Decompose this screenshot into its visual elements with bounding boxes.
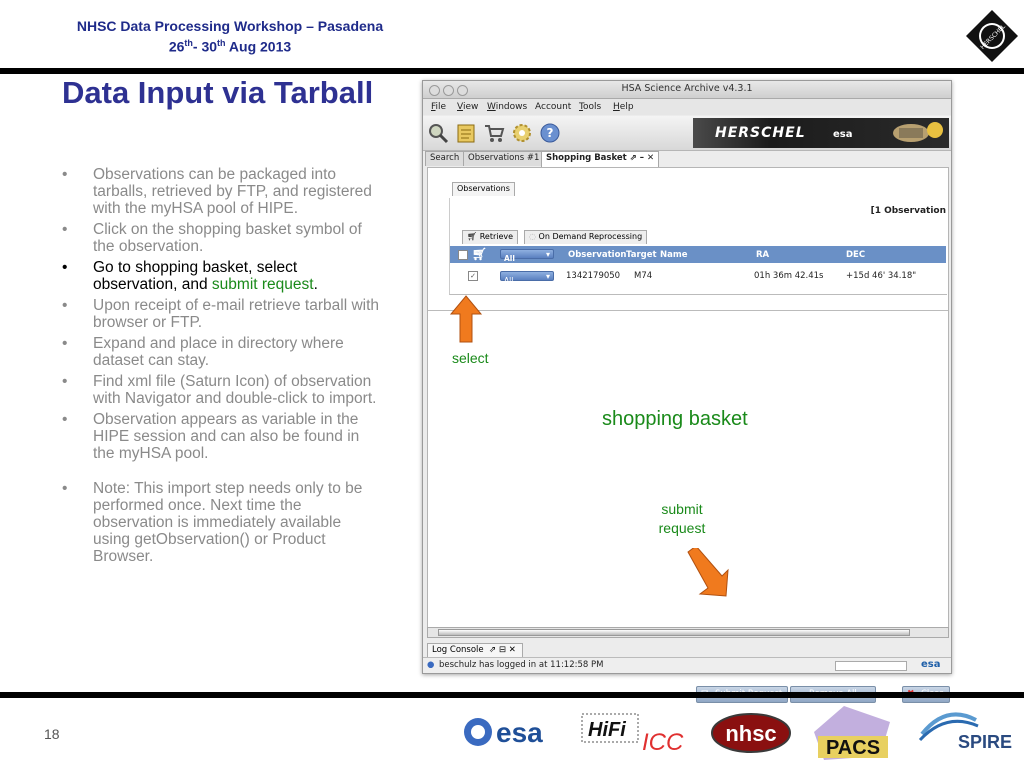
herschel-logo-icon	[964, 8, 1020, 64]
svg-text:esa: esa	[496, 717, 543, 748]
observation-id: 1342179050	[566, 271, 621, 281]
svg-text:HERSCHEL: HERSCHEL	[979, 23, 1007, 51]
bullet-item: • Find xml file (Saturn Icon) of observation with Navigator and double-click to import.	[62, 373, 382, 407]
footer-divider	[0, 692, 1024, 698]
bullet-list	[62, 166, 382, 569]
slide-title: Data Input via Tarball	[62, 75, 374, 110]
tab-shopping-basket[interactable]: Shopping Basket ⇗ – ✕	[541, 151, 659, 167]
column-header-name[interactable]: Name	[660, 250, 688, 260]
panel-divider	[428, 310, 948, 311]
menu-file[interactable]: File	[431, 102, 447, 112]
herschel-banner	[693, 118, 949, 148]
svg-text:SPIRE: SPIRE	[958, 732, 1013, 752]
svg-text:nhsc: nhsc	[725, 721, 777, 746]
cart-icon: 🛒︎	[467, 232, 478, 241]
column-header-observation[interactable]: Observation	[568, 250, 627, 260]
esa-banner-text: esa	[833, 129, 853, 140]
tab-controls[interactable]: ⇗ – ✕	[629, 153, 655, 163]
select-annotation: select	[452, 350, 489, 366]
tab-log-console[interactable]: Log Console ⇗ ⊟ ✕	[427, 643, 523, 657]
spire-logo	[916, 708, 1016, 756]
bullet-item: • Observations can be packaged into tarballs, retrieved by FTP, and registered with the myHSA pool of HIPE.	[62, 166, 382, 217]
tab-strip	[423, 151, 951, 166]
search-icon[interactable]	[427, 122, 449, 144]
notes-icon[interactable]	[455, 122, 477, 144]
svg-text:HiFi: HiFi	[588, 719, 626, 741]
hifi-icc-logo	[580, 712, 692, 760]
submit-request-annotation: submit request	[658, 501, 706, 536]
menu-view[interactable]: View	[457, 102, 479, 112]
esa-logo	[462, 712, 566, 760]
log-tab-controls[interactable]: ⇗ ⊟ ✕	[489, 645, 516, 655]
bullet-item: • Expand and place in directory where dataset can stay.	[62, 335, 382, 369]
column-header-target[interactable]: Target	[626, 250, 657, 260]
svg-text:PACS: PACS	[825, 737, 881, 759]
svg-text:?: ?	[546, 126, 554, 140]
menu-help[interactable]: Help	[613, 102, 634, 112]
reprocess-icon: ◌	[529, 232, 536, 241]
ra-value: 01h 36m 42.41s	[754, 271, 824, 281]
submit-request-highlight: submit request	[211, 276, 314, 293]
submit-arrow-icon	[682, 548, 730, 598]
toolbar	[423, 116, 951, 151]
bullet-item: • Upon receipt of e-mail retrieve tarball with browser or FTP.	[62, 297, 382, 331]
table-header	[450, 246, 946, 263]
workshop-title: NHSC Data Processing Workshop – Pasadena	[76, 18, 384, 34]
menu-tools[interactable]: Tools	[579, 102, 602, 112]
status-message: beschulz has logged in at 11:12:58 PM	[439, 660, 604, 670]
bullet-item: • Observation appears as variable in the HIPE session and can also be found in the myHSA pool.	[62, 411, 382, 462]
help-icon[interactable]	[539, 122, 561, 144]
bullet-item: • Click on the shopping basket symbol of the observation.	[62, 221, 382, 255]
page-number: 18	[44, 726, 60, 742]
tab-observations[interactable]: Observations #1	[463, 151, 544, 166]
workshop-dates: 26th- 30th Aug 2013	[168, 38, 292, 55]
window-title: HSA Science Archive v4.3.1	[621, 83, 753, 94]
status-bar	[423, 657, 951, 673]
workshop-header	[40, 18, 420, 56]
header-filter-select[interactable]: All ▾	[500, 249, 554, 259]
cart-icon: 🛒︎	[472, 247, 488, 261]
menu-account[interactable]: Account	[535, 102, 572, 112]
menu-bar	[423, 99, 951, 115]
observation-count: [1 Observation	[870, 206, 946, 216]
tab-on-demand-reprocessing[interactable]: ◌ On Demand Reprocessing	[524, 230, 647, 244]
status-field[interactable]	[835, 661, 907, 671]
dec-value: +15d 46' 34.18"	[846, 271, 917, 281]
bullet-item: • Go to shopping basket, select observation, and submit request.	[62, 259, 382, 293]
esa-status-logo: esa	[921, 659, 941, 670]
shopping-basket-annotation: shopping basket	[602, 408, 748, 430]
cart-icon[interactable]	[483, 122, 505, 144]
satellite-icon	[889, 120, 947, 146]
scrollbar-thumb[interactable]	[438, 629, 910, 636]
row-checkbox[interactable]: ✓	[468, 271, 478, 281]
row-select[interactable]: All ▾	[500, 271, 554, 281]
table-row[interactable]	[450, 267, 946, 284]
select-all-checkbox[interactable]	[458, 250, 468, 260]
bullet-item: • Note: This import step needs only to be performed once. Next time the observation is immediately available using getObservation() or Product Browser.	[62, 480, 382, 565]
select-arrow-icon	[449, 294, 483, 344]
svg-text:ICC: ICC	[642, 729, 684, 756]
subtab-observations[interactable]: Observations	[452, 182, 515, 196]
gear-icon[interactable]	[511, 122, 533, 144]
user-icon: ●	[427, 660, 435, 670]
horizontal-scrollbar[interactable]	[427, 627, 949, 638]
column-header-dec[interactable]: DEC	[846, 250, 866, 260]
pacs-logo	[804, 702, 900, 759]
window-titlebar	[423, 81, 951, 99]
tab-retrieve[interactable]: 🛒︎ Retrieve	[462, 230, 518, 244]
tab-search[interactable]: Search	[425, 151, 464, 166]
herschel-banner-text: HERSCHEL	[715, 125, 806, 141]
column-header-ra[interactable]: RA	[756, 250, 770, 260]
nhsc-logo	[710, 712, 792, 760]
menu-windows[interactable]: Windows	[487, 102, 528, 112]
target-name: M74	[634, 271, 653, 281]
